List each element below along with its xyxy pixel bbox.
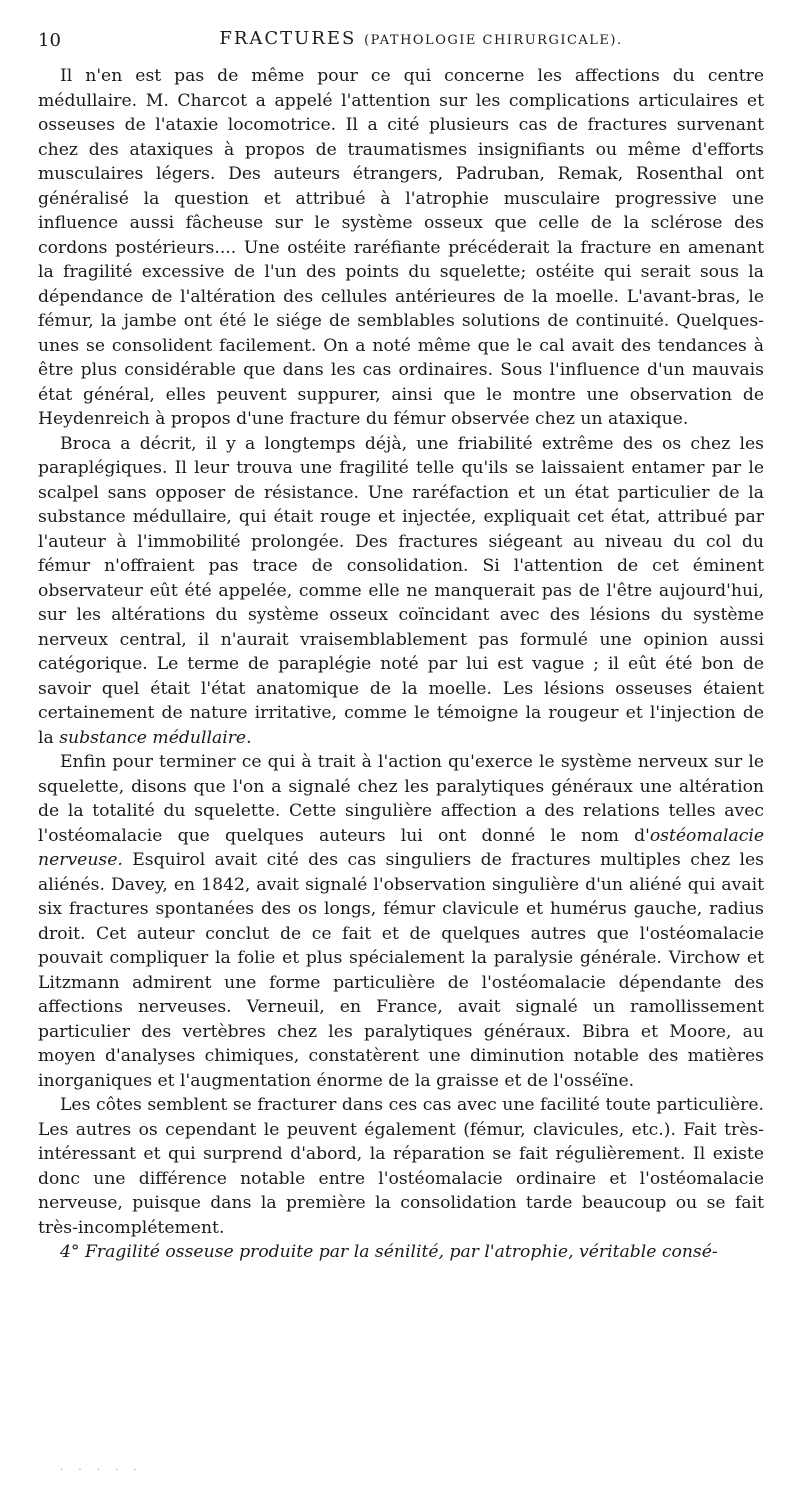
paragraph-text-continued: Esquirol avait cité des cas singuliers de fractures multiples chez les aliénés. Davey, en 1842, avait signalé l'observation singulière d'un aliéné qui avait six fractures spontanées des os longs, fémur clavicule et humérus gauche, radius droit. Cet auteur conclut de ce fait et de quelques autres que l'ostéomalacie pouvait compliquer la folie et plus spécialement la paralysie générale. Virchow et Litzmann admirent une forme particulière de l'ostéomalacie dépendante des affections nerveuses. Verneuil, en France, avait signalé un ramollissement particulier des vertèbres chez les paralytiques généraux. Bibra et Moore, au moyen d'analyses chimiques, constatèrent une diminution notable des matières inorganiques et l'augmentation énorme de la graisse et de l'osséïne. <box>38 850 764 1091</box>
paragraph-text: Les côtes semblent se fracturer dans ces cas avec une facilité toute particulière. Les autres os cependant le peuvent également (fémur, clavicules, etc.). Fait très-intéressant et qui surprend d'abord, la réparation se fait régulièrement. Il existe donc une différence notable entre l'ostéomalacie ordinaire et l'ostéomalacie nerveuse, puisque dans la première la consolidation tarde beaucoup ou se fait très-incomplétement. <box>38 1095 764 1238</box>
chapter-subtitle: (PATHOLOGIE CHIRURGICALE). <box>364 33 623 48</box>
chapter-title: FRACTURES <box>219 28 357 49</box>
paragraph-text: Broca a décrit, il y a longtemps déjà, une friabilité extrême des os chez les paraplégiques. Il leur trouva une fragilité telle qu'ils se laissaient entamer par le scalpel sans opposer de résistance. Une raréfaction et un état particulier de la substance médullaire, qui était rouge et injectée, expliquait cet état, attribué par l'auteur à l'immobilité prolongée. Des fractures siégeant au niveau du col du fémur n'offraient pas trace de consolidation. Si l'attention de cet éminent observateur eût été appelée, comme elle ne manquerait pas de l'être aujourd'hui, sur les altérations du système osseux coïncidant avec des lésions du système nerveux central, il n'aurait vraisemblablement pas formulé une opinion aussi catégorique. Le terme de paraplégie noté par lui est vague ; il eût été bon de savoir quel était l'état anatomique de la moelle. Les lésions osseuses étaient certainement de nature irritative, comme le témoigne la rougeur et l'injection de la <box>38 433 764 748</box>
running-title <box>219 28 622 49</box>
paragraph-ataxie <box>38 64 764 432</box>
page-number: 10 <box>38 30 61 51</box>
paragraph-cotes <box>38 1093 764 1240</box>
paragraph-text: Enfin pour terminer ce qui à trait à l'action qu'exerce le système nerveux sur le squelette, disons que l'on a signalé chez les paralytiques généraux une altération de la totalité du squelette. Cette singulière affection a des relations telles avec l'ostéomalacie que quelques auteurs lui ont donné le nom d' <box>38 752 764 846</box>
paragraph-text: Il n'en est pas de même pour ce qui concerne les affections du centre médullaire. M. Charcot a appelé l'attention sur les complications articulaires et osseuses de l'ataxie locomotrice. Il a cité plusieurs cas de fractures survenant chez des ataxiques à propos de traumatismes insignifiants ou même d'efforts musculaires légers. Des auteurs étrangers, Padruban, Remak, Rosenthal ont généralisé la question et attribué à l'atrophie musculaire progressive une influence aussi fâcheuse sur le système osseux que celle de la sclérose des cordons postérieurs.... Une ostéite raréfiante précéderait la fracture en amenant la fragilité excessive de l'un des points du squelette; ostéite qui serait sous la dépendance de l'altération des cellules antérieures de la moelle. L'avant-bras, le fémur, la jambe ont été le siége de semblables solutions de continuité. Quelques-unes se consolident facilement. On a noté même que le cal avait des tendances à être plus considérable que dans les cas ordinaires. Sous l'influence d'un mauvais état général, elles peuvent suppurer, ainsi que le montre une observation de Heydenreich à propos d'une fracture du fémur observée chez un ataxique. <box>38 66 764 429</box>
paragraph-italic: substance médullaire. <box>59 727 252 748</box>
paragraph-italic: ostéomalacie nerveuse. <box>38 825 764 870</box>
running-header <box>38 28 764 64</box>
body-text <box>38 64 764 1265</box>
paragraph-broca <box>38 432 764 751</box>
paragraph-paralytiques <box>38 750 764 1093</box>
section-heading-senilite: 4° Fragilité osseuse produite par la sénilité, par l'atrophie, véritable consé- <box>60 1242 718 1262</box>
footer-smudge: · · · · · <box>60 1465 143 1476</box>
